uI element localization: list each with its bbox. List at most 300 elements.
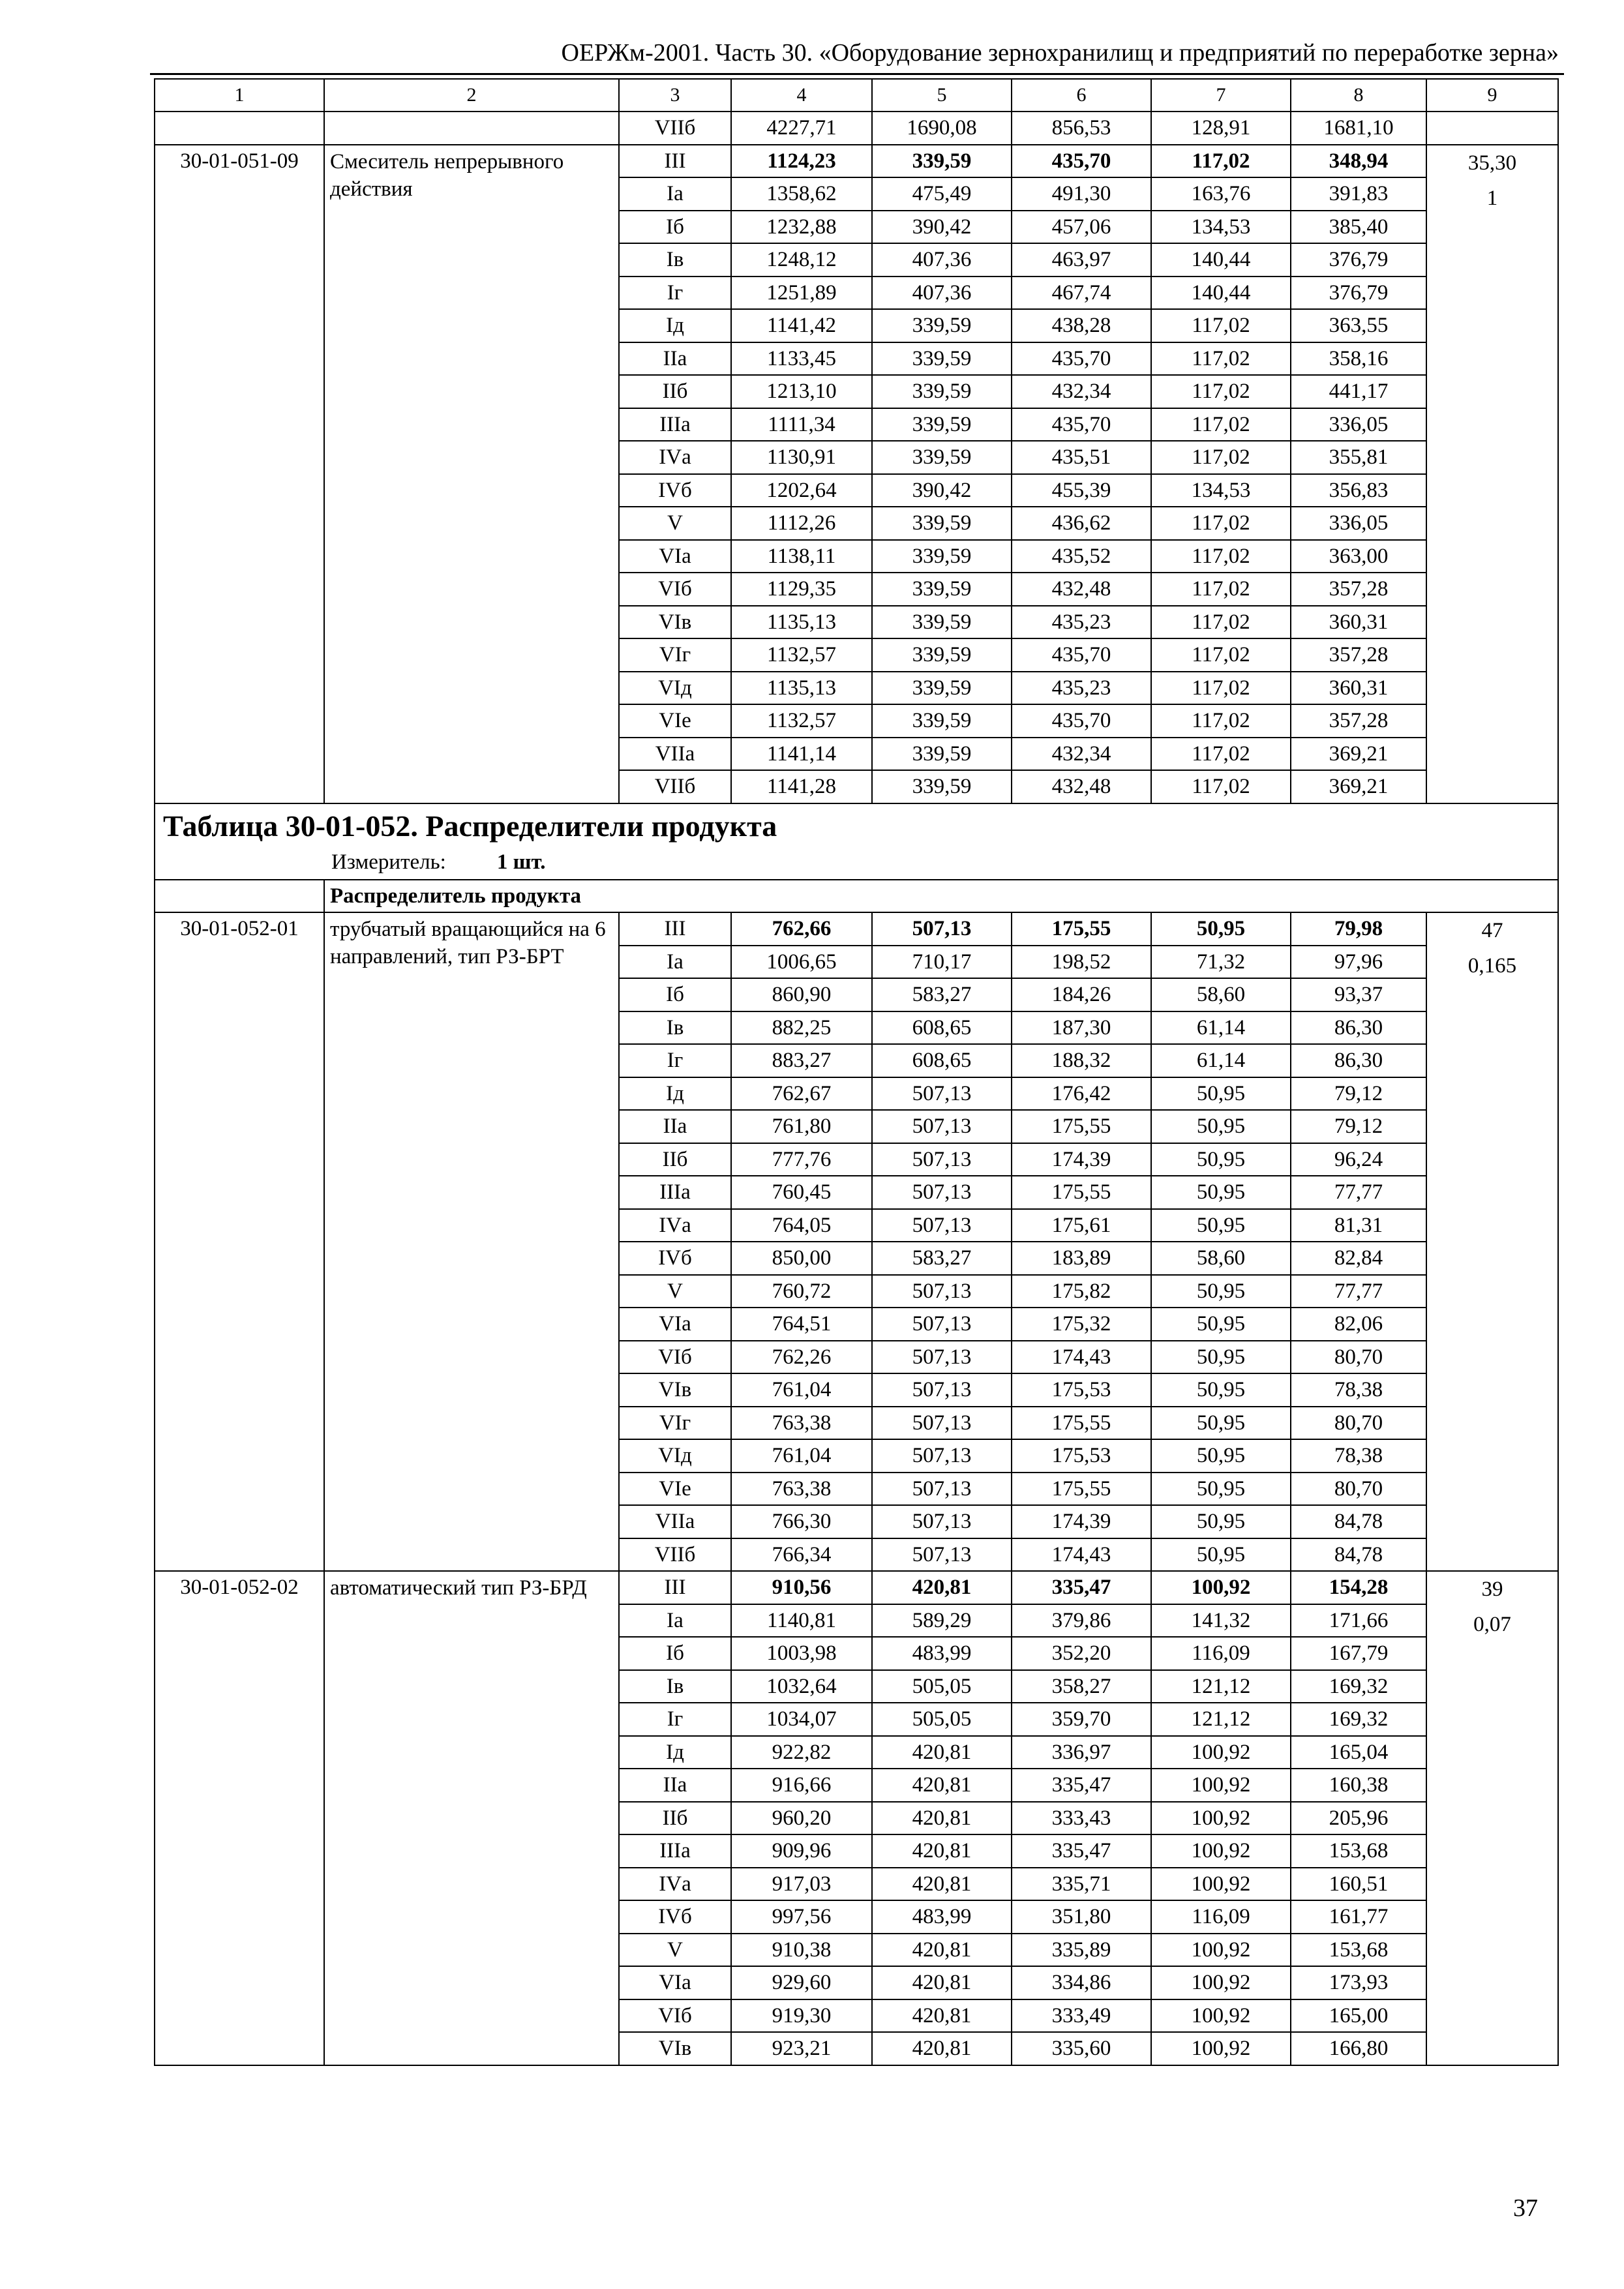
zone-cell: Iв [619, 1670, 731, 1703]
value-cell: 1248,12 [731, 243, 872, 277]
value-cell: 339,59 [872, 342, 1012, 376]
value-cell: 760,72 [731, 1275, 872, 1308]
section-heading-row [155, 803, 1558, 880]
rates-table [154, 78, 1559, 2066]
zone-cell: VIIа [619, 738, 731, 771]
value-cell: 339,59 [872, 573, 1012, 606]
value-cell: 407,36 [872, 277, 1012, 310]
value-cell: 435,70 [1012, 638, 1151, 672]
value-cell: 762,66 [731, 912, 872, 946]
zone-cell: IVб [619, 474, 731, 507]
value-cell: 1135,13 [731, 606, 872, 639]
measure-label: Измеритель: [331, 850, 446, 874]
subheading-row [155, 880, 1558, 913]
zone-cell: IIа [619, 1110, 731, 1143]
value-cell: 761,04 [731, 1373, 872, 1407]
zone-cell: VIб [619, 573, 731, 606]
value-cell: 505,05 [872, 1670, 1012, 1703]
value-cell: 198,52 [1012, 946, 1151, 979]
value-cell: 1135,13 [731, 672, 872, 705]
value-cell: 1003,98 [731, 1637, 872, 1670]
zone-cell: VIе [619, 704, 731, 738]
measure-unit: 1 шт. [496, 850, 546, 874]
zone-cell: Iб [619, 978, 731, 1011]
value-cell: 339,59 [872, 441, 1012, 474]
zone-cell: VIв [619, 1373, 731, 1407]
value-cell: 165,04 [1291, 1736, 1426, 1769]
value-cell: 175,55 [1012, 1473, 1151, 1506]
value-cell: 507,13 [872, 1308, 1012, 1341]
value-cell: 134,53 [1151, 211, 1291, 244]
value-cell: 763,38 [731, 1473, 872, 1506]
value-cell: 762,26 [731, 1341, 872, 1374]
value-cell: 507,13 [872, 1473, 1012, 1506]
value-cell: 174,39 [1012, 1143, 1151, 1176]
value-cell: 360,31 [1291, 672, 1426, 705]
value-cell: 583,27 [872, 1242, 1012, 1275]
value-cell: 1141,42 [731, 309, 872, 342]
value-cell: 1141,28 [731, 770, 872, 803]
value-cell: 117,02 [1151, 573, 1291, 606]
value-cell: 174,43 [1012, 1538, 1151, 1572]
zone-cell: Iа [619, 177, 731, 211]
zone-cell: Iб [619, 1637, 731, 1670]
value-cell: 50,95 [1151, 1473, 1291, 1506]
description-cell [324, 112, 619, 145]
value-cell: 358,27 [1012, 1670, 1151, 1703]
value-cell: 117,02 [1151, 704, 1291, 738]
zone-cell: III [619, 145, 731, 178]
value-cell: 420,81 [872, 1934, 1012, 1967]
value-cell: 79,12 [1291, 1077, 1426, 1111]
value-cell: 420,81 [872, 1736, 1012, 1769]
zone-cell: VIг [619, 638, 731, 672]
value-cell: 1006,65 [731, 946, 872, 979]
value-cell: 475,49 [872, 177, 1012, 211]
column-number: 4 [731, 79, 872, 112]
value-cell: 1132,57 [731, 638, 872, 672]
value-cell: 82,84 [1291, 1242, 1426, 1275]
value-cell: 376,79 [1291, 277, 1426, 310]
value-cell: 333,49 [1012, 1999, 1151, 2033]
zone-cell: IVб [619, 1242, 731, 1275]
value-cell: 50,95 [1151, 1373, 1291, 1407]
value-cell: 187,30 [1012, 1011, 1151, 1045]
value-cell: 117,02 [1151, 507, 1291, 540]
value-cell: 391,83 [1291, 177, 1426, 211]
value-cell: 100,92 [1151, 1966, 1291, 1999]
value-cell: 80,70 [1291, 1407, 1426, 1440]
item-resource-value: 1 [1486, 186, 1498, 210]
value-cell: 339,59 [872, 672, 1012, 705]
value-cell: 176,42 [1012, 1077, 1151, 1111]
value-cell: 339,59 [872, 738, 1012, 771]
value-cell: 335,47 [1012, 1571, 1151, 1604]
item-resource-value: 39 [1481, 1578, 1503, 1601]
table-body [155, 79, 1558, 2065]
value-cell: 761,04 [731, 1439, 872, 1473]
value-cell: 1138,11 [731, 540, 872, 573]
value-cell: 117,02 [1151, 606, 1291, 639]
value-cell: 359,70 [1012, 1703, 1151, 1736]
value-cell: 167,79 [1291, 1637, 1426, 1670]
value-cell: 154,28 [1291, 1571, 1426, 1604]
value-cell: 507,13 [872, 1275, 1012, 1308]
value-cell: 922,82 [731, 1736, 872, 1769]
value-cell: 764,51 [731, 1308, 872, 1341]
value-cell: 357,28 [1291, 573, 1426, 606]
value-cell: 117,02 [1151, 145, 1291, 178]
value-cell: 153,68 [1291, 1834, 1426, 1868]
value-cell: 420,81 [872, 1966, 1012, 1999]
value-cell: 1130,91 [731, 441, 872, 474]
value-cell: 174,43 [1012, 1341, 1151, 1374]
value-cell: 141,32 [1151, 1604, 1291, 1638]
item-resource-cell [1426, 145, 1558, 803]
column-number-row [155, 79, 1558, 112]
value-cell: 50,95 [1151, 912, 1291, 946]
value-cell: 435,52 [1012, 540, 1151, 573]
zone-cell: III [619, 1571, 731, 1604]
value-cell: 169,32 [1291, 1670, 1426, 1703]
zone-cell: IVб [619, 1900, 731, 1934]
value-cell: 175,53 [1012, 1439, 1151, 1473]
column-number: 6 [1012, 79, 1151, 112]
value-cell: 1112,26 [731, 507, 872, 540]
zone-cell: IIIа [619, 1834, 731, 1868]
value-cell: 50,95 [1151, 1209, 1291, 1242]
value-cell: 117,02 [1151, 309, 1291, 342]
value-cell: 335,89 [1012, 1934, 1151, 1967]
zone-cell: IIб [619, 375, 731, 408]
value-cell: 100,92 [1151, 1769, 1291, 1802]
value-cell: 205,96 [1291, 1802, 1426, 1835]
value-cell: 50,95 [1151, 1407, 1291, 1440]
value-cell: 50,95 [1151, 1110, 1291, 1143]
table-row [155, 1571, 1558, 1604]
value-cell: 117,02 [1151, 342, 1291, 376]
value-cell: 357,28 [1291, 638, 1426, 672]
value-cell: 117,02 [1151, 441, 1291, 474]
item-code: 30-01-052-02 [155, 1571, 324, 2065]
value-cell: 919,30 [731, 1999, 872, 2033]
value-cell: 117,02 [1151, 770, 1291, 803]
zone-cell: VIб [619, 1341, 731, 1374]
value-cell: 507,13 [872, 1143, 1012, 1176]
value-cell: 188,32 [1012, 1044, 1151, 1077]
value-cell: 491,30 [1012, 177, 1151, 211]
item-resource-value: 0,07 [1473, 1613, 1511, 1636]
column-number: 1 [155, 79, 324, 112]
value-cell: 140,44 [1151, 277, 1291, 310]
value-cell: 339,59 [872, 704, 1012, 738]
zone-cell: VIв [619, 2032, 731, 2065]
value-cell: 116,09 [1151, 1900, 1291, 1934]
value-cell: 883,27 [731, 1044, 872, 1077]
zone-cell: VIа [619, 1308, 731, 1341]
value-cell: 420,81 [872, 1999, 1012, 2033]
value-cell: 175,61 [1012, 1209, 1151, 1242]
zone-cell: IVа [619, 441, 731, 474]
value-cell: 78,38 [1291, 1373, 1426, 1407]
value-cell: 762,67 [731, 1077, 872, 1111]
zone-cell: VIIб [619, 1538, 731, 1572]
value-cell: 61,14 [1151, 1044, 1291, 1077]
value-cell: 467,74 [1012, 277, 1151, 310]
value-cell: 764,05 [731, 1209, 872, 1242]
value-cell: 407,36 [872, 243, 1012, 277]
item-description: Смеситель непрерывного действия [324, 145, 619, 803]
value-cell: 82,06 [1291, 1308, 1426, 1341]
zone-cell: VIв [619, 606, 731, 639]
value-cell: 583,27 [872, 978, 1012, 1011]
value-cell: 369,21 [1291, 770, 1426, 803]
value-cell: 1132,57 [731, 704, 872, 738]
value-cell: 160,38 [1291, 1769, 1426, 1802]
value-cell: 117,02 [1151, 375, 1291, 408]
table-row [155, 112, 1558, 145]
value-cell: 376,79 [1291, 243, 1426, 277]
value-cell: 175,55 [1012, 912, 1151, 946]
value-cell: 128,91 [1151, 112, 1291, 145]
value-cell: 1358,62 [731, 177, 872, 211]
value-cell: 4227,71 [731, 112, 872, 145]
zone-cell: IIа [619, 1769, 731, 1802]
value-cell: 339,59 [872, 309, 1012, 342]
value-cell: 184,26 [1012, 978, 1151, 1011]
value-cell: 336,97 [1012, 1736, 1151, 1769]
value-cell: 339,59 [872, 375, 1012, 408]
value-cell: 360,31 [1291, 606, 1426, 639]
value-cell: 175,53 [1012, 1373, 1151, 1407]
value-cell: 507,13 [872, 912, 1012, 946]
value-cell: 336,05 [1291, 408, 1426, 441]
value-cell: 100,92 [1151, 1834, 1291, 1868]
value-cell: 1202,64 [731, 474, 872, 507]
value-cell: 50,95 [1151, 1077, 1291, 1111]
value-cell: 432,34 [1012, 375, 1151, 408]
value-cell: 117,02 [1151, 540, 1291, 573]
value-cell: 483,99 [872, 1900, 1012, 1934]
value-cell: 339,59 [872, 540, 1012, 573]
zone-cell: IIIа [619, 1176, 731, 1209]
value-cell: 81,31 [1291, 1209, 1426, 1242]
value-cell: 117,02 [1151, 738, 1291, 771]
value-cell: 50,95 [1151, 1143, 1291, 1176]
value-cell: 507,13 [872, 1110, 1012, 1143]
value-cell: 608,65 [872, 1044, 1012, 1077]
item-resource-value: 35,30 [1467, 151, 1517, 175]
value-cell: 96,24 [1291, 1143, 1426, 1176]
value-cell: 385,40 [1291, 211, 1426, 244]
value-cell: 1034,07 [731, 1703, 872, 1736]
value-cell: 153,68 [1291, 1934, 1426, 1967]
value-cell: 100,92 [1151, 2032, 1291, 2065]
value-cell: 910,56 [731, 1571, 872, 1604]
zone-cell: VIIб [619, 112, 731, 145]
value-cell: 58,60 [1151, 1242, 1291, 1275]
column-number: 8 [1291, 79, 1426, 112]
value-cell: 335,60 [1012, 2032, 1151, 2065]
value-cell: 333,43 [1012, 1802, 1151, 1835]
value-cell: 432,48 [1012, 573, 1151, 606]
value-cell: 766,30 [731, 1505, 872, 1538]
value-cell: 917,03 [731, 1868, 872, 1901]
value-cell: 505,05 [872, 1703, 1012, 1736]
zone-cell: Iг [619, 1703, 731, 1736]
value-cell: 339,59 [872, 770, 1012, 803]
value-cell: 100,92 [1151, 1736, 1291, 1769]
value-cell: 435,70 [1012, 145, 1151, 178]
item-description: автоматический тип РЗ-БРД [324, 1571, 619, 2065]
zone-cell: IIа [619, 342, 731, 376]
value-cell: 1032,64 [731, 1670, 872, 1703]
value-cell: 463,97 [1012, 243, 1151, 277]
value-cell: 390,42 [872, 474, 1012, 507]
section-heading [155, 803, 1558, 880]
value-cell: 335,47 [1012, 1834, 1151, 1868]
value-cell: 507,13 [872, 1209, 1012, 1242]
value-cell: 175,55 [1012, 1176, 1151, 1209]
value-cell: 163,76 [1151, 177, 1291, 211]
value-cell: 589,29 [872, 1604, 1012, 1638]
value-cell: 117,02 [1151, 638, 1291, 672]
value-cell: 50,95 [1151, 1176, 1291, 1209]
value-cell: 1232,88 [731, 211, 872, 244]
value-cell: 334,86 [1012, 1966, 1151, 1999]
zone-cell: VIг [619, 1407, 731, 1440]
value-cell: 436,62 [1012, 507, 1151, 540]
value-cell: 507,13 [872, 1439, 1012, 1473]
value-cell: 50,95 [1151, 1341, 1291, 1374]
value-cell: 79,98 [1291, 912, 1426, 946]
item-resource-value: 47 [1481, 919, 1503, 942]
zone-cell: IIIа [619, 408, 731, 441]
column-number: 3 [619, 79, 731, 112]
value-cell: 457,06 [1012, 211, 1151, 244]
value-cell: 850,00 [731, 1242, 872, 1275]
value-cell: 710,17 [872, 946, 1012, 979]
table-row [155, 145, 1558, 178]
value-cell: 174,39 [1012, 1505, 1151, 1538]
value-cell: 923,21 [731, 2032, 872, 2065]
value-cell: 435,23 [1012, 606, 1151, 639]
zone-cell: VIIа [619, 1505, 731, 1538]
value-cell: 909,96 [731, 1834, 872, 1868]
value-cell: 432,48 [1012, 770, 1151, 803]
value-cell: 916,66 [731, 1769, 872, 1802]
value-cell: 339,59 [872, 638, 1012, 672]
extra-cell [1426, 112, 1558, 145]
zone-cell: Iд [619, 1736, 731, 1769]
value-cell: 507,13 [872, 1077, 1012, 1111]
value-cell: 80,70 [1291, 1473, 1426, 1506]
zone-cell: VIб [619, 1999, 731, 2033]
item-resource-cell [1426, 1571, 1558, 2065]
value-cell: 175,55 [1012, 1110, 1151, 1143]
code-cell [155, 112, 324, 145]
value-cell: 339,59 [872, 507, 1012, 540]
zone-cell: Iв [619, 243, 731, 277]
value-cell: 336,05 [1291, 507, 1426, 540]
value-cell: 1140,81 [731, 1604, 872, 1638]
value-cell: 169,32 [1291, 1703, 1426, 1736]
zone-cell: IVа [619, 1868, 731, 1901]
value-cell: 351,80 [1012, 1900, 1151, 1934]
value-cell: 420,81 [872, 2032, 1012, 2065]
value-cell: 140,44 [1151, 243, 1291, 277]
value-cell: 335,47 [1012, 1769, 1151, 1802]
value-cell: 86,30 [1291, 1044, 1426, 1077]
value-cell: 420,81 [872, 1802, 1012, 1835]
zone-cell: VIIб [619, 770, 731, 803]
value-cell: 161,77 [1291, 1900, 1426, 1934]
zone-cell: VIд [619, 672, 731, 705]
item-code: 30-01-051-09 [155, 145, 324, 803]
value-cell: 390,42 [872, 211, 1012, 244]
item-description: трубчатый вращающийся на 6 направлений, тип РЗ-БРТ [324, 912, 619, 1571]
value-cell: 960,20 [731, 1802, 872, 1835]
value-cell: 171,66 [1291, 1604, 1426, 1638]
value-cell: 116,09 [1151, 1637, 1291, 1670]
value-cell: 165,00 [1291, 1999, 1426, 2033]
value-cell: 766,34 [731, 1538, 872, 1572]
column-number: 2 [324, 79, 619, 112]
value-cell: 175,82 [1012, 1275, 1151, 1308]
value-cell: 760,45 [731, 1176, 872, 1209]
value-cell: 369,21 [1291, 738, 1426, 771]
zone-cell: IIб [619, 1143, 731, 1176]
zone-cell: V [619, 1275, 731, 1308]
value-cell: 356,83 [1291, 474, 1426, 507]
zone-cell: VIе [619, 1473, 731, 1506]
value-cell: 379,86 [1012, 1604, 1151, 1638]
page-number: 37 [1513, 2194, 1538, 2222]
value-cell: 50,95 [1151, 1439, 1291, 1473]
value-cell: 1690,08 [872, 112, 1012, 145]
value-cell: 507,13 [872, 1407, 1012, 1440]
value-cell: 175,32 [1012, 1308, 1151, 1341]
value-cell: 856,53 [1012, 112, 1151, 145]
value-cell: 435,70 [1012, 704, 1151, 738]
value-cell: 438,28 [1012, 309, 1151, 342]
value-cell: 1141,14 [731, 738, 872, 771]
zone-cell: Iа [619, 946, 731, 979]
value-cell: 335,71 [1012, 1868, 1151, 1901]
value-cell: 507,13 [872, 1373, 1012, 1407]
value-cell: 358,16 [1291, 342, 1426, 376]
value-cell: 1133,45 [731, 342, 872, 376]
value-cell: 420,81 [872, 1571, 1012, 1604]
code-cell [155, 880, 324, 913]
value-cell: 882,25 [731, 1011, 872, 1045]
value-cell: 100,92 [1151, 1868, 1291, 1901]
value-cell: 339,59 [872, 606, 1012, 639]
value-cell: 1124,23 [731, 145, 872, 178]
item-code: 30-01-052-01 [155, 912, 324, 1571]
value-cell: 455,39 [1012, 474, 1151, 507]
zone-cell: Iг [619, 277, 731, 310]
value-cell: 507,13 [872, 1341, 1012, 1374]
value-cell: 763,38 [731, 1407, 872, 1440]
value-cell: 352,20 [1012, 1637, 1151, 1670]
value-cell: 166,80 [1291, 2032, 1426, 2065]
zone-cell: VIа [619, 1966, 731, 1999]
value-cell: 507,13 [872, 1538, 1012, 1572]
zone-cell: Iг [619, 1044, 731, 1077]
value-cell: 435,70 [1012, 408, 1151, 441]
value-cell: 339,59 [872, 408, 1012, 441]
